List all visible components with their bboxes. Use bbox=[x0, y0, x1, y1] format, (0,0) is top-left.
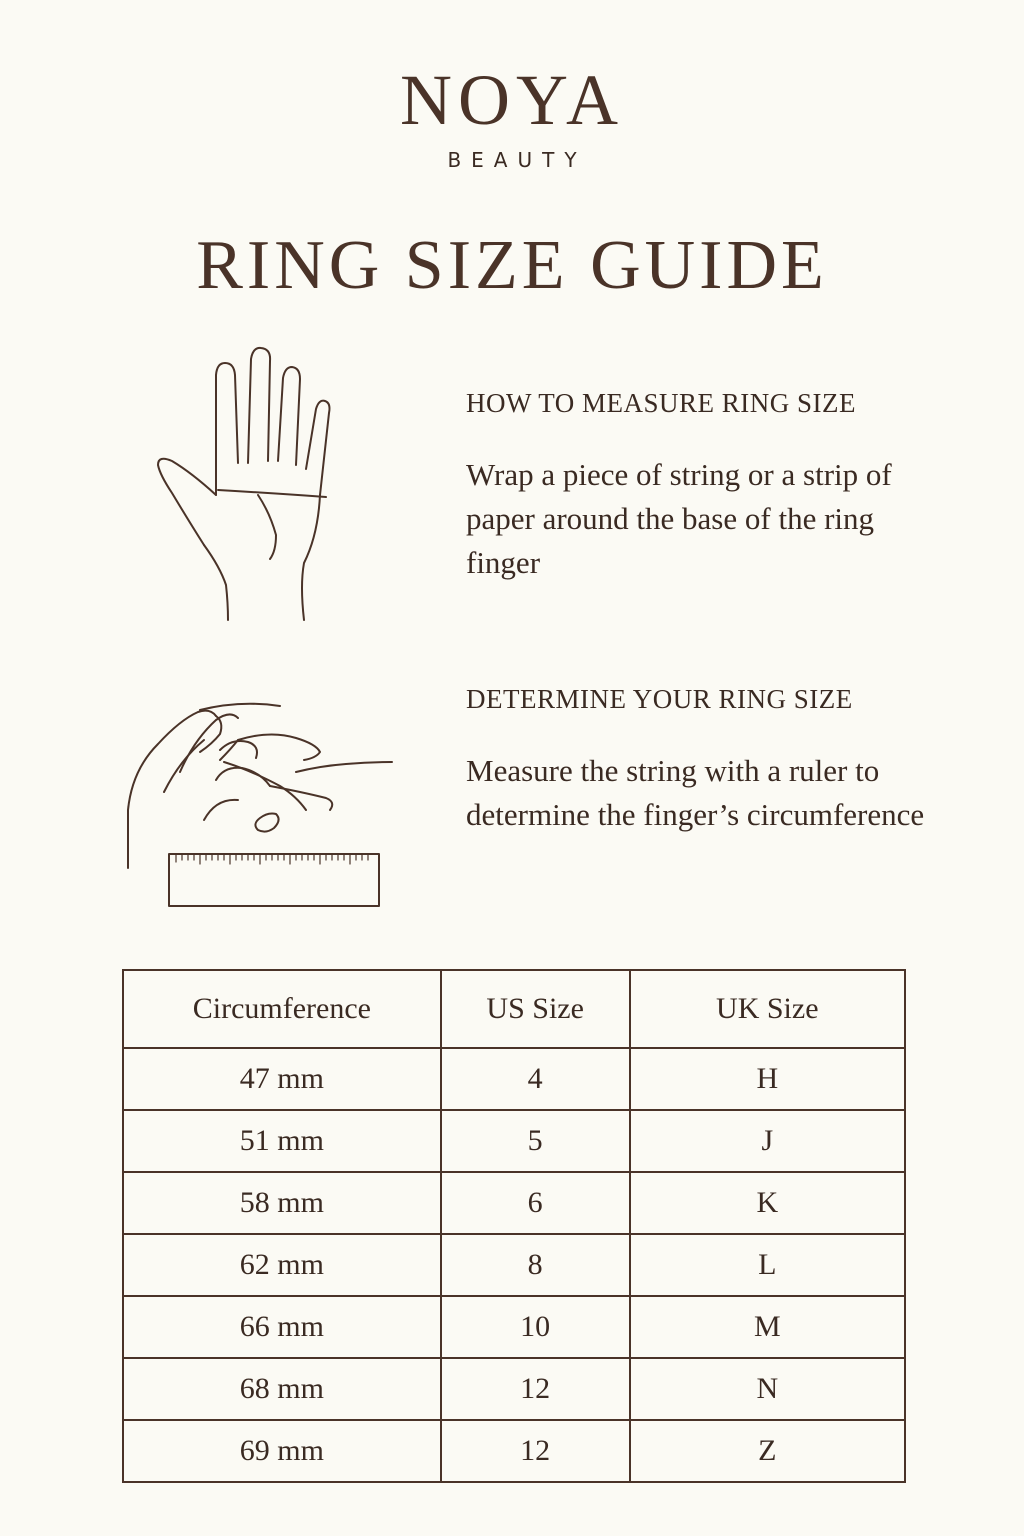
cell-circumference: 68 mm bbox=[123, 1358, 441, 1420]
table-row bbox=[123, 1234, 905, 1296]
cell-us-size: 8 bbox=[441, 1234, 630, 1296]
cell-us-size: 10 bbox=[441, 1296, 630, 1358]
step-heading: DETERMINE YOUR RING SIZE bbox=[466, 684, 853, 714]
cell-uk-size: J bbox=[630, 1110, 905, 1172]
cell-us-size: 12 bbox=[441, 1358, 630, 1420]
cell-uk-size: M bbox=[630, 1296, 905, 1358]
cell-uk-size: H bbox=[630, 1048, 905, 1110]
table-row bbox=[123, 1048, 905, 1110]
ruler-measure-icon bbox=[120, 700, 400, 915]
cell-us-size: 5 bbox=[441, 1110, 630, 1172]
table-row bbox=[123, 1172, 905, 1234]
cell-circumference: 66 mm bbox=[123, 1296, 441, 1358]
table-header-row bbox=[123, 970, 905, 1048]
cell-us-size: 6 bbox=[441, 1172, 630, 1234]
column-header-circumference: Circumference bbox=[123, 970, 441, 1048]
column-header-us-size: US Size bbox=[441, 970, 630, 1048]
cell-circumference: 47 mm bbox=[123, 1048, 441, 1110]
ring-size-table bbox=[122, 969, 906, 1483]
step-determine bbox=[466, 684, 936, 837]
step-body: Measure the string with a ruler to determine the finger’s circumference bbox=[466, 753, 925, 832]
cell-circumference: 51 mm bbox=[123, 1110, 441, 1172]
table-row bbox=[123, 1420, 905, 1482]
table-row bbox=[123, 1358, 905, 1420]
hand-palm-icon bbox=[150, 345, 340, 625]
cell-us-size: 4 bbox=[441, 1048, 630, 1110]
cell-uk-size: N bbox=[630, 1358, 905, 1420]
step-heading: HOW TO MEASURE RING SIZE bbox=[466, 388, 857, 418]
step-measure bbox=[466, 388, 936, 585]
column-header-uk-size: UK Size bbox=[630, 970, 905, 1048]
cell-us-size: 12 bbox=[441, 1420, 630, 1482]
cell-uk-size: L bbox=[630, 1234, 905, 1296]
cell-uk-size: K bbox=[630, 1172, 905, 1234]
page-title: RING SIZE GUIDE bbox=[196, 227, 828, 304]
cell-circumference: 58 mm bbox=[123, 1172, 441, 1234]
table-row bbox=[123, 1110, 905, 1172]
cell-uk-size: Z bbox=[630, 1420, 905, 1482]
cell-circumference: 69 mm bbox=[123, 1420, 441, 1482]
brand-subtitle: BEAUTY bbox=[447, 148, 587, 172]
table-row bbox=[123, 1296, 905, 1358]
step-body: Wrap a piece of string or a strip of paper around the base of the ring finger bbox=[466, 457, 892, 580]
brand-name: NOYA bbox=[399, 60, 624, 140]
brand-logo bbox=[0, 60, 1024, 172]
cell-circumference: 62 mm bbox=[123, 1234, 441, 1296]
